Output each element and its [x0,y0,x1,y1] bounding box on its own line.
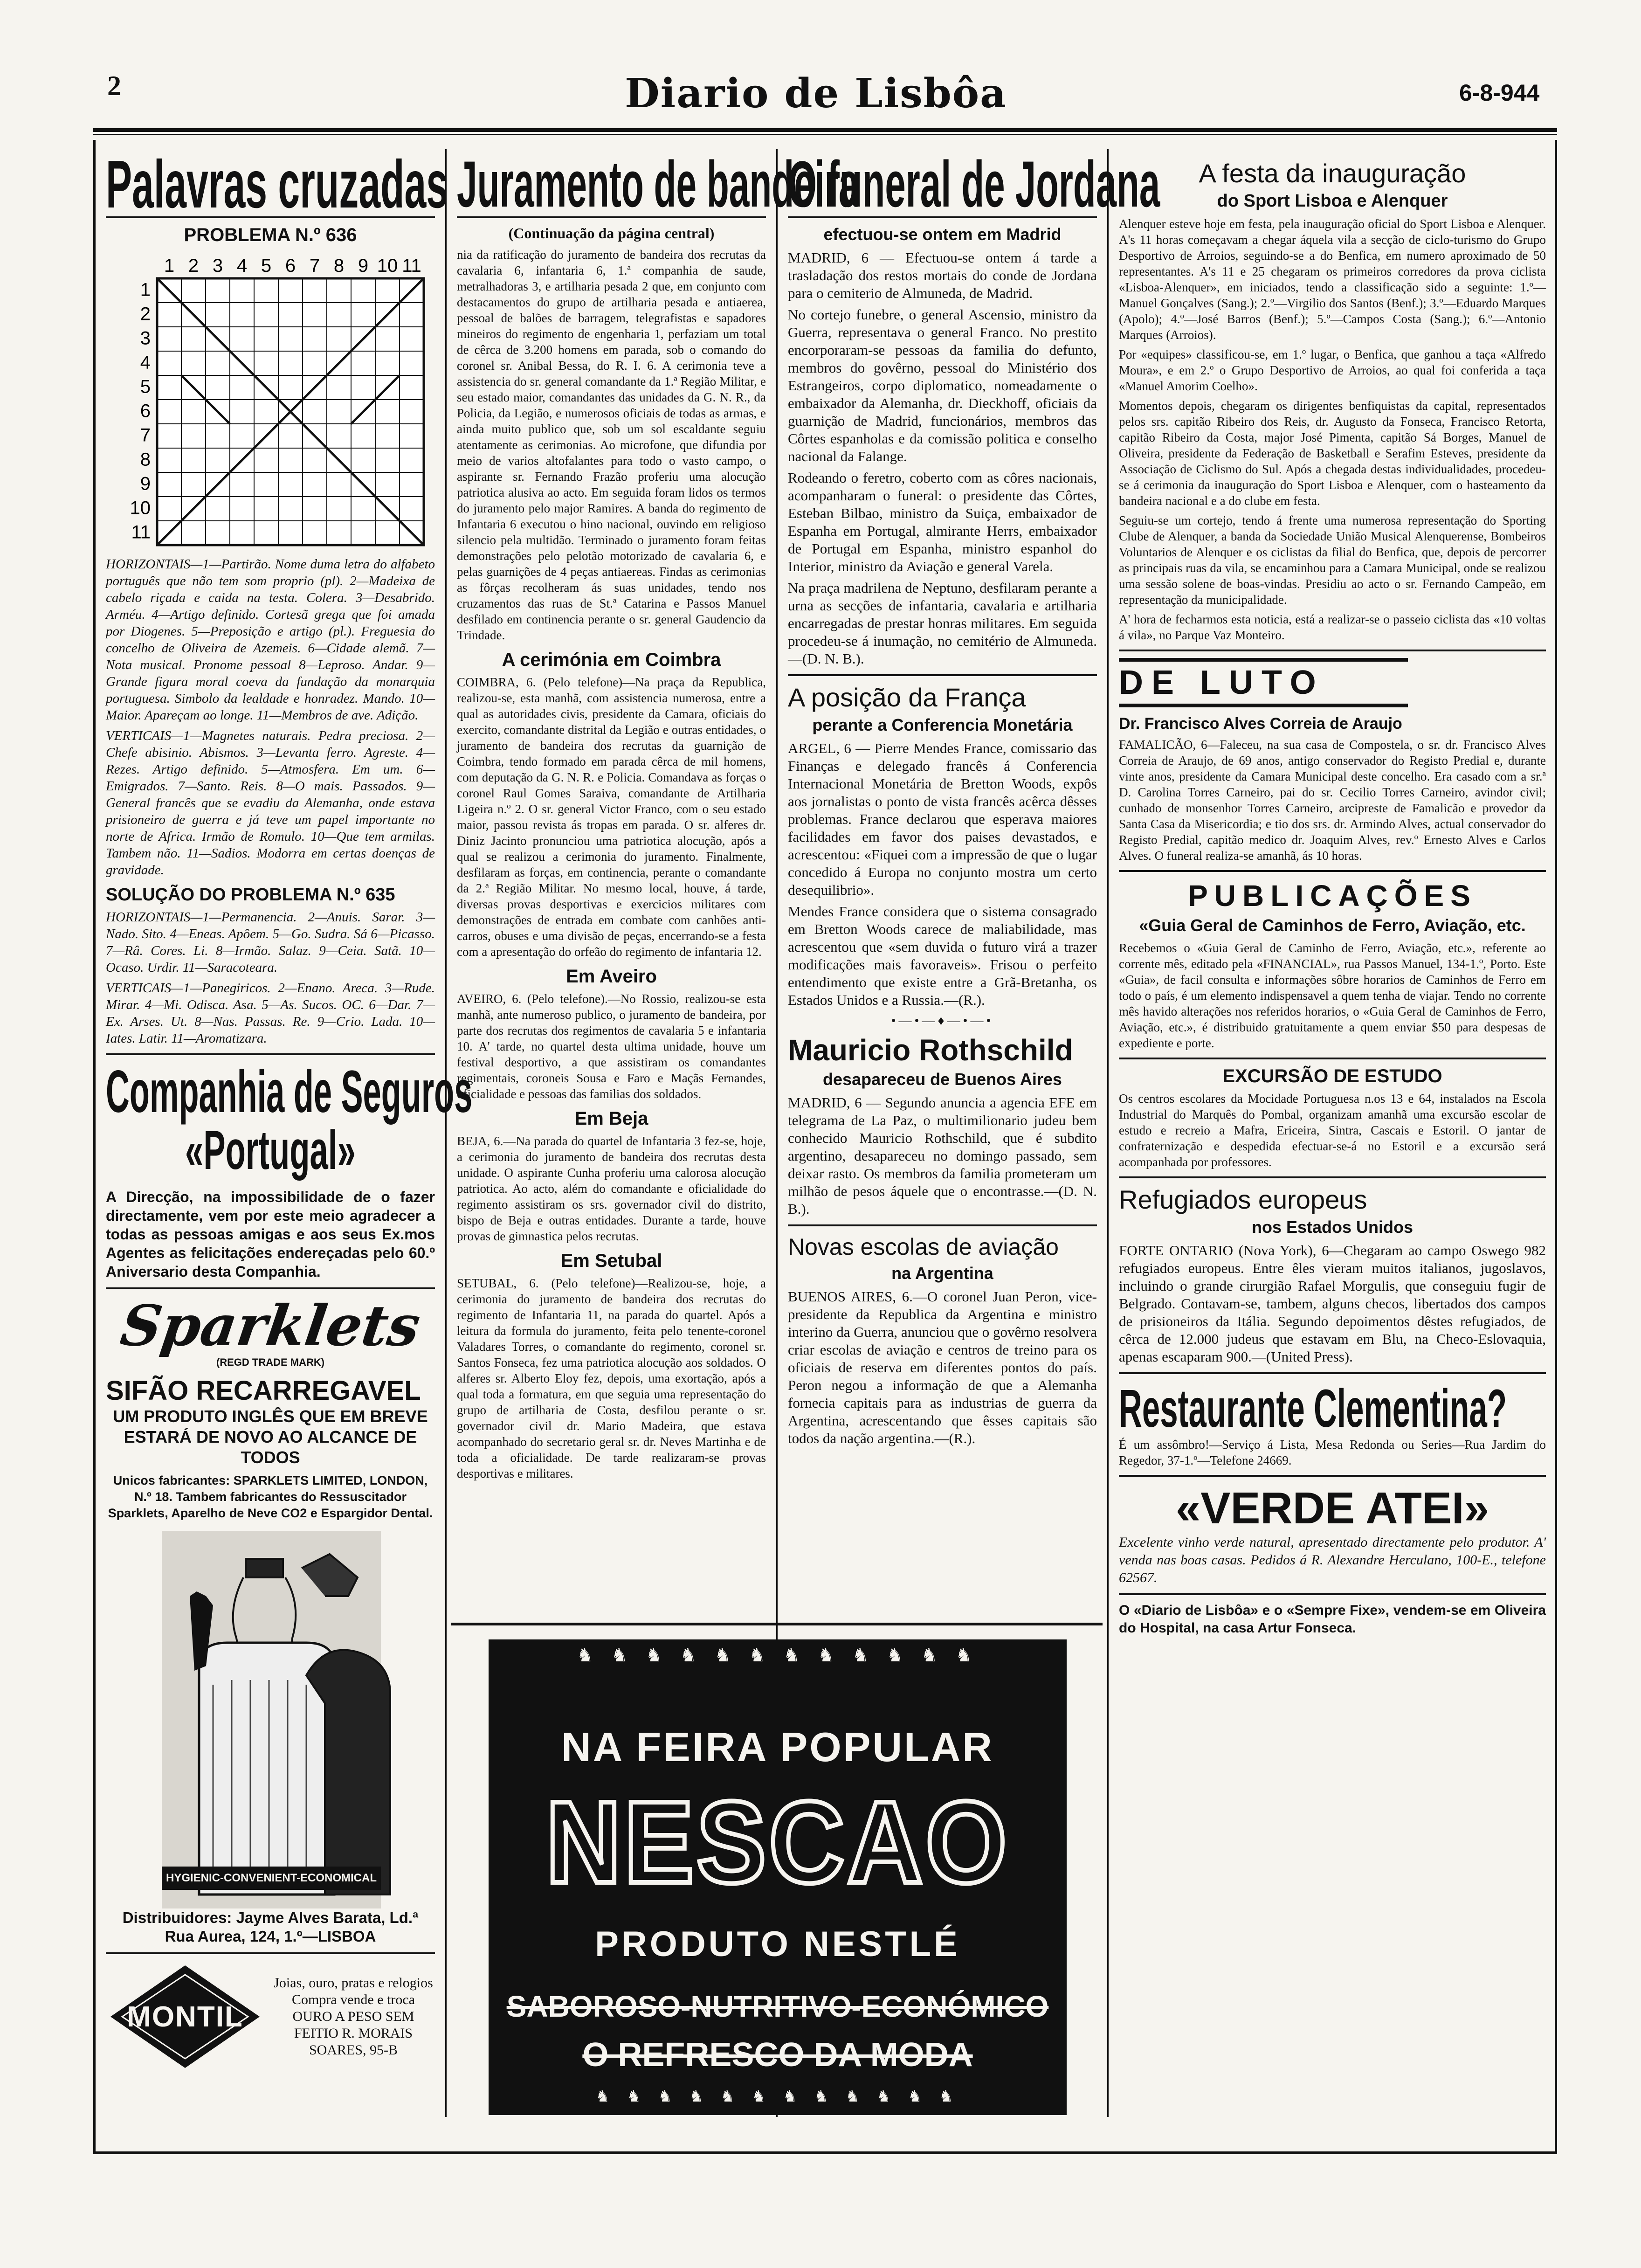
grid-cell[interactable] [254,278,278,303]
nescao-line3: SABOROSO-NUTRITIVO-ECONÓMICO [506,1990,1049,2023]
grid-cell[interactable] [157,448,181,472]
publicacoes-title: PUBLICAÇÕES [1188,879,1477,913]
grid-cell[interactable] [400,448,424,472]
aviacao-p1: BUENOS AIRES, 6.—O coronel Juan Peron, vice-presidente da Republica da Argentina e ministro interino da Guerra, anunciou que o govêrno resolvera criar escolas de aviação e centros de treino para os oficiais de reserva em diferentes pontos do país. Peron negou a informação de que a Alemanha fornecia capitais para as industrias de guerra da Argentina, acrescentando que êsses capitais são todos da nação argentina.—(R.). [788,1288,1097,1446]
ornament-divider: •—•—♦—•—• [891,1014,994,1028]
grid-col-number: 8 [333,256,345,276]
grid-cell[interactable] [230,278,254,303]
franca-subtitle: perante a Conferencia Monetária [812,715,1073,734]
siphon-bottles-icon [106,1526,435,1908]
restaurante-title: Restaurante Clementina? [1119,1379,1507,1438]
crossword-grid-area [124,250,435,551]
grid-cell[interactable] [303,521,327,545]
grid-cell[interactable] [327,472,351,497]
jordana-p4: Na praça madrilena de Neptuno, desfilaram perante a urna as secções de infantaria, cavalaria e artilharia encarregadas de prestar honras militares. Em seguida procedeu-se á inumação, no cemitério de Almuneda.—(D. N. B.). [788,580,1097,667]
sport-p2: Por «equipes» classificou-se, em 1.º lugar, o Benfica, que ganhou a taça «Alfredo Moura», e em 2.º o Grupo Desportivo de Arroios, ao qual foi conferida a taça «Manuel Amorim Coelho». [1119,347,1546,393]
luto-subtitle: Dr. Francisco Alves Correia de Araujo [1119,715,1402,733]
issue-date: 6-8-944 [1459,80,1540,106]
solution-title: SOLUÇÃO DO PROBLEMA N.º 635 [106,885,395,905]
grid-cell[interactable] [327,327,351,351]
grid-cell[interactable] [400,303,424,327]
grid-cell[interactable] [351,303,375,327]
sparklets-headline: SIFÃO RECARREGAVEL [106,1376,421,1406]
grid-cell[interactable] [303,497,327,521]
verde-p1: Excelente vinho verde natural, apresentado directamente pelo produtor. A' venda nas boas casas. Pedidos á R. Alexandre Herculano, 100-E., telefone 62567. [1119,1535,1546,1585]
grid-row-number: 6 [140,401,151,422]
grid-cell[interactable] [206,521,230,545]
grid-cell[interactable] [400,424,424,448]
coimbra-heading: A cerimónia em Coimbra [502,650,721,670]
grid-cell[interactable] [327,278,351,303]
grid-cell[interactable] [303,472,327,497]
grid-row-number: 4 [140,352,151,373]
section-rule [1119,650,1546,651]
sparklets-brand: Sparklets [117,1293,424,1359]
grid-cell[interactable] [303,351,327,375]
grid-cell[interactable] [206,497,230,521]
aveiro-heading: Em Aveiro [566,966,657,987]
grid-col-number: 9 [358,256,369,276]
franca-title: A posição da França [788,683,1026,712]
grid-cell[interactable] [327,497,351,521]
publicacoes-subtitle: «Guia Geral de Caminhos de Ferro, Aviação, etc. [1139,916,1526,935]
section-rule [788,674,1097,676]
grid-row-number: 2 [140,304,151,325]
grid-cell[interactable] [351,351,375,375]
grid-cell[interactable] [230,497,254,521]
rothschild-p1: MADRID, 6 — Segundo anuncia a agencia EFE em telegrama de La Paz, o multimilionario judeu bem conhecido Mauricio Rothschild, que é subdito argentino, desapareceu no domingo passado, sem deixar rasto. Os membros da familia prometeram um milhão de pesos áquele que o encontrasse.—(D. N. B.). [788,1094,1097,1217]
sport-subtitle: do Sport Lisboa e Alenquer [1217,191,1448,211]
grid-cell[interactable] [278,351,303,375]
grid-row-number: 7 [140,425,151,446]
grid-cell[interactable] [375,448,400,472]
montil-text: Joias, ouro, pratas e relogios Compra vende e troca OURO A PESO SEM FEITIO R. MORAIS SOARES, 95-B [274,1975,433,2058]
sparklets-tagline: UM PRODUTO INGLÊS QUE EM BREVE ESTARÁ DE NOVO AO ALCANCE DE TODOS [113,1407,428,1467]
grid-cell[interactable] [278,497,303,521]
grid-cell[interactable] [327,303,351,327]
column-1 [96,146,473,2145]
jordana-title: O funeral de Jordana [788,147,1160,221]
sparklets-makers: Unicos fabricantes: SPARKLETS LIMITED, LONDON, N.º 18. Tambem fabricantes do Ressuscitador Sparklets, Aparelho de Neve CO2 e Espargidor Dental. [108,1473,433,1520]
grid-cell[interactable] [181,424,206,448]
section-rule [1119,1176,1546,1178]
beja-heading: Em Beja [574,1108,648,1129]
grid-cell[interactable] [157,327,181,351]
animal-frieze-bottom-icon: ♞ ♞ ♞ ♞ ♞ ♞ ♞ ♞ ♞ ♞ ♞ ♞ [595,2088,960,2105]
setubal-heading: Em Setubal [560,1251,662,1271]
excursao-p1: Os centros escolares da Mocidade Portuguesa n.os 13 e 64, instalados na Escola Industrial do Marquês do Pombal, organizam amanhã uma excursão escolar de estudo e recreio a Mafra, Ericeira, Sintra, Cascais e Estoril. O jantar de confraternização e despedida efectuar-se-á no Estoril e a excursão será acompanhada por professores. [1119,1092,1546,1169]
grid-cell[interactable] [278,448,303,472]
grid-cell[interactable] [351,497,375,521]
crossword-title: Palavras cruzadas [106,146,448,222]
grid-cell[interactable] [400,375,424,400]
refugiados-title: Refugiados europeus [1119,1185,1367,1214]
grid-cell[interactable] [400,497,424,521]
grid-cell[interactable] [327,424,351,448]
column-3 [778,147,1160,1651]
excursao-title: EXCURSÃO DE ESTUDO [1222,1066,1442,1086]
grid-col-number: 2 [188,256,199,276]
grid-col-number: 3 [212,256,223,276]
grid-cell[interactable] [157,375,181,400]
grid-cell[interactable] [327,400,351,424]
grid-cell[interactable] [157,400,181,424]
grid-cell[interactable] [375,472,400,497]
nescao-line2: PRODUTO NESTLÉ [595,1924,960,1964]
grid-cell[interactable] [157,303,181,327]
grid-cell[interactable] [181,472,206,497]
grid-cell[interactable] [278,327,303,351]
nescao-line4: O REFRESCO DA MODA [582,2036,973,2074]
grid-cell[interactable] [375,424,400,448]
grid-row-number: 8 [140,449,151,470]
grid-cell[interactable] [206,375,230,400]
grid-cell[interactable] [230,521,254,545]
grid-cell[interactable] [157,497,181,521]
grid-cell[interactable] [254,327,278,351]
sport-p3: Momentos depois, chegaram os dirigentes benfiquistas da capital, representados pelos srs. capitão Ribeiro dos Reis, dr. Augusto da Fonseca, Francisco Retorta, capitão Ribeiro da Costa, major José Pimenta, capitão Sá Borges, Manuel de Oliveira, presidente da Federação de Basketball e Serafim Esteves, presidente da Associação de Ciclismo do Sul. Após a chegada destas individualidades, procedeu-se á cerimonia da inauguração do Sport Lisboa e Alenquer, com o hasteamento da bandeira nacional e a do clube em festa. [1119,399,1546,508]
grid-cell[interactable] [278,303,303,327]
grid-cell[interactable] [375,400,400,424]
juramento-continuation: (Continuação da página central) [508,225,715,242]
masthead: Diario de Lisbôa [625,70,1007,117]
animal-frieze-top-icon: ♞ ♞ ♞ ♞ ♞ ♞ ♞ ♞ ♞ ♞ ♞ ♞ [576,1645,979,1666]
grid-cell[interactable] [157,424,181,448]
franca-p1: ARGEL, 6 — Pierre Mendes France, comissario das Finanças e delegado francês á Conferencia Internacional Monetária de Bretton Woods, expôs aos jornalistas o ponto de vista francês acêrca dêsses problemas. France declarou que esperava maiores facilidades em favor dos paises devastados, e acrescentou: «Fiquei com a impressão de que o lugar concedido á Europa no conjunto mostra um certo desequilibrio». [788,740,1097,898]
rothschild-subtitle: desapareceu de Buenos Aires [823,1070,1062,1089]
section-rule [788,1224,1097,1226]
grid-cell[interactable] [230,375,254,400]
jordana-subtitle: efectuou-se ontem em Madrid [823,225,1062,244]
grid-cell[interactable] [351,375,375,400]
insurance-ad-title: Companhia de Seguros [106,1058,473,1125]
grid-cell[interactable] [206,278,230,303]
column-4 [1109,149,1556,2145]
insurance-ad-text: A Direcção, na impossibilidade de o fazer directamente, vem por este meio agradecer a todas as pessoas amigas e aos seus Ex.mos Agentes as felicitações endereçadas pelo 60.º Aniversario desta Companhia. [106,1189,435,1280]
grid-cell[interactable] [278,424,303,448]
grid-col-number: 10 [377,256,398,276]
nescao-brand-wrap [489,1777,1067,1907]
grid-cell[interactable] [157,351,181,375]
restaurante-p1: É um assômbro!—Serviço á Lista, Mesa Redonda ou Series—Rua Jardim do Regedor, 37-1.º—Telefone 24669. [1119,1438,1546,1467]
aviacao-title: Novas escolas de aviação [788,1234,1059,1260]
header-rule [93,128,1557,135]
jordana-p3: Rodeando o feretro, coberto com as côres nacionais, acompanharam o funeral: o presidente das Côrtes, Esteban Bilbao, ministro da Suiça, embaixador de Espanha em Portugal, almirante Herrs, embaixador de Portugal em Espanha, ministro espanhol do Interior, ministro da Aviação e general Varela. [788,470,1097,574]
siphon-illustration [106,1526,435,1908]
section-rule [1119,1372,1546,1374]
grid-row-number: 3 [140,328,151,349]
grid-cell[interactable] [181,351,206,375]
aviacao-subtitle: na Argentina [891,1264,993,1283]
section-rule [1119,870,1546,872]
grid-col-number: 5 [261,256,272,276]
grid-cell[interactable] [278,521,303,545]
grid-cell[interactable] [206,448,230,472]
grid-cell[interactable] [181,400,206,424]
clues-vertical: VERTICAIS—1—Magnetes naturais. Pedra preciosa. 2—Chefe abisinio. Abismos. 3—Levanta ferro. Agreste. 4—Rezes. Artigo definido. 5—Atmosfera. Em um. 6—Emigrados. 7—Santo. Reis. 8—O mais. Passados. 9—General francês que se evadiu da Alemanha, onde estava prisioneiro de guerra e já teve um papel importante no norte de Africa. Irmão de Romulo. 10—Que tem armilas. Tambem não. 11—Sadios. Modorra em certas doenças de gravidade. [106,728,435,878]
sparklets-distributor: Distribuidores: Jayme Alves Barata, Ld.ª Rua Aurea, 124, 1.º—LISBOA [122,1909,419,1945]
section-rule [106,1287,435,1289]
montil-ad [106,1961,435,2073]
rothschild-title: Mauricio Rothschild [788,1033,1073,1067]
page-number: 2 [107,70,121,101]
solution-horizontal: HORIZONTAIS—1—Permanencia. 2—Anuis. Sarar. 3—Nado. Sito. 4—Eneas. Apôem. 5—Go. Sudra. Sá 6—Picasso. 7—Râ. Cores. Li. 8—Irmão. Salaz. 9—Ceia. Satã. 10—Ocaso. Urdir. 11—Saracoteara. [106,910,435,975]
grid-cell[interactable] [351,278,375,303]
grid-row-number: 10 [130,498,151,519]
grid-row-number: 9 [140,473,151,494]
sport-p4: Seguiu-se um cortejo, tendo á frente uma numerosa representação do Sporting Clube de Alenquer, a banda da Sociedade União Musical Alenquerense, Bombeiros Voluntarios de Alenquer e os ciclistas da filial do Benfica, que, depois de percorrer as principais ruas da vila, se encaminhou para a Camara Municipal, onde se realizou uma sessão solene de boas-vindas. Presidiu ao acto o sr. Fernando Campeão, em representação da municipalidade. [1119,513,1546,607]
grid-cell[interactable] [230,400,254,424]
insurance-ad-subtitle: «Portugal» [185,1120,356,1181]
montil-logo [106,1961,264,2073]
sport-p5: A' hora de fecharmos esta noticia, está a realizar-se o passeio ciclista das «10 voltas á vila», no Parque Vaz Monteiro. [1119,612,1546,642]
crossword-problem: PROBLEMA N.º 636 [184,225,357,245]
grid-cell[interactable] [400,472,424,497]
clues-horizontal: HORIZONTAIS—1—Partirão. Nome duma letra do alfabeto português que não tem som proprio (pl). 2—Madeixa de cabelo riçada e caida na testa. Colera. 3—Desabrido. Arméu. 4—Artigo definido. Cortesã grega que foi amada por Diogenes. 5—Preposição e artigo (pl.). Freguesia do concelho de Oliveira de Azemeis. 6—Cidade alemã. 7—Nota musical. Pronome pessoal 8—Leproso. Andar. 9—Grande figura moral coeva da fundação da monarquia portuguesa. Simbolo da lealdade e honradez. Mando. 10—Maior. Apareçam ao longe. 11—Membros de ave. Adição. [106,557,435,723]
sport-p1: Alenquer esteve hoje em festa, pela inauguração oficial do Sport Lisboa e Alenquer. A's 11 horas começavam a chegar áquela vila a secção de ciclo-turismo do Grupo Desportivo de Arroios, seguindo-se a do Benfica, em numero aproximado de 50 representantes. A's 11 e 25 chegaram os primeiros corredores da prova ciclista «Lisboa-Alenquer», em iniciados, tendo a classificação sido a seguinte: 1.º—Manuel Gonçalves (Sang.); 2.º—Virgilio dos Santos (Benf.); 3.º—Eduardo Marques (Apolo); 4.º—José Barros (Benf.); 5.º—Campos Costa (Sang.); 6.º—Antonio Marques (Arroios). [1119,217,1546,342]
section-rule [1119,1475,1546,1477]
section-rule [106,1053,435,1055]
grid-cell[interactable] [254,351,278,375]
grid-col-number: 4 [236,256,248,276]
grid-cell[interactable] [400,400,424,424]
siphon-band-label: HYGIENIC-CONVENIENT-ECONOMICAL [162,1867,381,1890]
sport-title: A festa da inauguração [1199,159,1466,188]
grid-cell[interactable] [351,521,375,545]
grid-cell[interactable] [181,448,206,472]
grid-cell[interactable] [254,472,278,497]
grid-row-number: 1 [140,279,151,300]
coimbra-body: COIMBRA, 6. (Pelo telefone)—Na praça da Republica, realizou-se, esta manhã, com assistencia numerosa, entre a qual as autoridades civis, presidente da Camara, oficiais do exercito, comandante distrital da Legião e outras entidades, o juramento de bandeira dos recrutas da guarnição de Coimbra, tendo formado em parada cêrca de mil homens, com deputação da G. N. R. e Policia. Comandava as forças o coronel Raul Gomes Saraiva, comandante de Artilharia Ligeira n.º 2. O sr. general Victor Franco, com o seu estado maior, passou revista ás tropas em parada. O sr. alferes dr. Diniz Jacinto pronunciou uma patriotica alocução, após a qual se realizou a cerimonia do juramento. Finalmente, desfilaram as forças, em continencia, perante o comandante da 2.ª Região Militar. No mesmo local, houve, á tarde, diversas provas desportivas e exercicios militares com demonstrações de entrada em combate com canhões anti-carros, obuses e uma divisão de peças, encerrando-se a festa com a apresentação do orfeão do regimento de infantaria 12. [457,675,766,959]
grid-cell[interactable] [327,375,351,400]
luto-p1: FAMALICÃO, 6—Faleceu, na sua casa de Compostela, o sr. dr. Francisco Alves Correia de Araujo, de 69 anos, antigo conservador do Registo Predial e, durante vinte anos, presidente da Camara Municipal deste concelho. Era casado com a sr.ª D. Carolina Torres Carneiro, pai do sr. Cecilio Torres Carneiro, avindor civil; cunhado de monsenhor Torres Carneiro, arcipreste de Famalicão e provedor da Santa Casa da Misericordia; e tio dos srs. dr. Armindo Alves, actual conservador do Registo Predial, capitão medico dr. Joaquim Alves, rev.º Ernesto Alves e Carlos Alves. O funeral realiza-se amanhã, ás 10 horas. [1119,738,1546,863]
section-rule [1119,1593,1546,1595]
montil-brand: MONTIL [127,2001,243,2033]
solution-vertical: VERTICAIS—1—Panegiricos. 2—Enano. Areca. 3—Rude. Mirar. 4—Mi. Odisca. Asa. 5—As. Sucos. OC. 6—Dar. 7—Ex. Arses. Ut. 8—Nas. Passas. Re. 9—Crio. Lada. 10—Iates. Latir. 11—Aromatizara. [106,981,435,1046]
grid-cell[interactable] [375,521,400,545]
grid-col-number: 7 [309,256,320,276]
grid-col-number: 11 [402,256,421,276]
grid-cell[interactable] [254,521,278,545]
grid-cell[interactable] [303,327,327,351]
nescao-brand: NESCAO [545,1777,1010,1907]
verde-title: «VERDE ATEI» [1175,1483,1489,1533]
grid-row-number: 11 [131,522,151,543]
aveiro-body: AVEIRO, 6. (Pelo telefone).—No Rossio, realizou-se esta manhã, ante numeroso publico, o juramento de bandeira, por parte dos recrutas dos regimentos de cavalaria 5 e infantaria 10. A' tarde, no quartel desta ultima unidade, houve um festival desportivo, a que assistiram os comandantes regimentais, coroneis Sousa e Faro e Maçãs Fernandes, oficialidade e pessoas das familias dos soldados. [457,992,766,1101]
grid-cell[interactable] [230,424,254,448]
grid-cell[interactable] [278,278,303,303]
grid-cell[interactable] [181,278,206,303]
grid-cell[interactable] [400,327,424,351]
grid-cell[interactable] [303,303,327,327]
sparklets-trademark: (REGD TRADE MARK) [216,1356,325,1368]
grid-cell[interactable] [254,303,278,327]
grid-cell[interactable] [303,400,327,424]
grid-cell[interactable] [230,303,254,327]
grid-cell[interactable] [181,521,206,545]
section-rule [106,1952,435,1954]
grid-cell[interactable] [375,327,400,351]
refugiados-subtitle: nos Estados Unidos [1251,1217,1413,1237]
grid-cell[interactable] [303,278,327,303]
crossword-grid[interactable] [124,250,423,549]
beja-body: BEJA, 6.—Na parada do quartel de Infantaria 3 fez-se, hoje, a cerimonia do juramento de bandeira dos recrutas desta unidade. O aspirante Cunha proferiu uma calorosa alocução patriotica. Ao acto, além do comandante e oficialidade do regimento assistiram os srs. governador civil do distrito, bispo de Beja e outras entidades. Durante a tarde, houve provas de gimnastica pelos recrutas. [457,1134,766,1243]
grid-row-number: 5 [140,376,151,397]
juramento-title: Juramento de bandeira [457,147,859,221]
juramento-body: nia da ratificação do juramento de bandeira dos recrutas da cavalaria 6, infantaria 6, 1.ª companhia de saude, metralhadoras 3, e artilharia pesada 2 que, em conjunto com destacamentos do grupo de artilharia pesada e antiaerea, pessoal de balões de barragem, telegrafistas e sapadores mineiros do regimento de engenharia 1, perfaziam um total de cêrca de 3.200 homens em parada, sob o comando do coronel sr. Anibal Bessa, do R. I. 6. A cerimonia teve a assistencia do sr. general comandante da 1.ª Região Militar, e seu estado maior, comandantes das unidades da G. N. R., da Policia, da Legião, e numerosos oficiais de todas as armas, e ainda muito publico que, sob um sol escaldante seguiu atentamente as cerimonias. Ao microfone, que difundia por meio de varios altofalantes para todo o vasto campo, o aspirante sr. Fernando Frazão proferiu uma alocução patriotica alusiva ao acto. Em seguida foram lidos os termos do juramento pelo major Ramires. A banda do regimento de Infantaria 6 executou o hino nacional, ouvindo em religioso silencio pela multidão. Terminado o juramento foram feitas demonstrações pelo pelotão motorizado de cavalaria 6, e pelas guarnições de 4 peças antiaereas. Findas as cerimonias as fôrças recolheram ás suas unidades, tendo nos cruzamentos das ruas de St.ª Catarina e Passos Manuel desfilado em continencia perante o sr. general Gaudencio da Trindade. [457,248,766,642]
grid-cell[interactable] [254,400,278,424]
grid-cell[interactable] [206,424,230,448]
grid-cell[interactable] [206,351,230,375]
grid-cell[interactable] [181,327,206,351]
refugiados-p1: FORTE ONTARIO (Nova York), 6—Chegaram ao campo Oswego 982 refugiados europeus. Entre êles vieram muitos italianos, jugoslavos, incluindo o grande cirurgião Rafael Morgulis, que conseguiu fugir de Belgrado. Contavam-se, tambem, alguns checos, libertados dos campos de prisioneiros da Itália. Segundo depoimentos dêstes refugiados, de cêrca de 12.000 judeus que estavam em Blu, na Checo-Eslovaquia, apenas escaparam 900.—(United Press). [1119,1242,1546,1365]
page-header [0,0,1641,140]
grid-cell[interactable] [303,448,327,472]
grid-cell[interactable] [278,375,303,400]
jordana-p1: MADRID, 6 — Efectuou-se ontem á tarde a trasladação dos restos mortais do conde de Jordana para o cemiterio de Almuneda, de Madrid. [788,249,1097,301]
grid-cell[interactable] [351,424,375,448]
grid-cell[interactable] [327,521,351,545]
grid-col-number: 1 [164,256,175,276]
grid-cell[interactable] [206,303,230,327]
grid-cell[interactable] [278,472,303,497]
grid-cell[interactable] [157,472,181,497]
grid-cell[interactable] [254,497,278,521]
luto-title: DE LUTO [1119,658,1408,707]
grid-cell[interactable] [230,327,254,351]
grid-cell[interactable] [254,448,278,472]
publicacoes-p1: Recebemos o «Guia Geral de Caminho de Ferro, Aviação, etc.», referente ao corrente mês, editado pela «FINANCIAL», rua Passos Manuel, 134-1.º, Porto. Este «Guia», de facil consulta e informações sôbre horarios de Caminhos de Ferro em todo o país, é um elemento indispensavel a quem tenha de viajar. Tendo no corrente mês havido alterações nos referidos horarios, o «Guia Geral de Caminhos de Ferro, Aviação, etc.», é distribuido gratuitamente a quem enviar $50 para despesas de expediente e porte. [1119,941,1546,1050]
column-2 [447,147,859,1651]
section-rule [1119,1058,1546,1059]
nescao-ad [451,1623,1103,2129]
grid-cell[interactable] [375,278,400,303]
setubal-body: SETUBAL, 6. (Pelo telefone)—Realizou-se, hoje, a cerimonia do juramento de bandeira dos recrutas do regimento de Infantaria 11, na parada do quartel. Após a leitura da formula do juramento, feita pelo tenente-coronel Valadares Torres, o comandante do regimento, coronel sr. Santos Fonseca, fez uma patriotica alocução aos soldados. O alferes sr. Alberto Eloy fez, depois, uma exortação, após a qual toda a formatura, em que seguia uma representação do grupo de artilharia de Costa, desfilou perante o sr. governador civil dr. Mario Madeira, que estava acompanhado do secretario geral sr. dr. Neves Martinha e de toda a oficialidade. De tarde realizaram-se provas desportivas e militares. [457,1276,766,1480]
grid-cell[interactable] [351,448,375,472]
grid-cell[interactable] [375,351,400,375]
grid-cell[interactable] [230,472,254,497]
jordana-p2: No cortejo funebre, o general Ascensio, ministro da Guerra, representava o general Franco. No prestito encorporaram-se pessoas da familia do defunto, membros do govêrno, pessoal do Ministério dos Estrangeiros, corpo diplomatico, nomeadamente o embaixador da Alemanha, dr. Dieckhoff, oficiais da guarnição de Madrid, funcionários, membros das Côrtes espanholas e da comissão politica e conselho nacional da Falange. [788,306,1097,464]
nescao-line1: NA FEIRA POPULAR [561,1724,994,1770]
grid-cell[interactable] [400,351,424,375]
grid-col-number: 6 [285,256,296,276]
verde-footer: O «Diario de Lisbôa» e o «Sempre Fixe», vendem-se em Oliveira do Hospital, na casa Artur Fonseca. [1119,1603,1546,1636]
franca-p2: Mendes France considera que o sistema consagrado em Bretton Woods carece de maliabilidade, mas acrescentou que «sem duvida o futuro virá a trazer modificações mais favoraveis». Frisou o perfeito entendimento que existe entre a Grã-Bretanha, os Estados Unidos e a Russia.—(R.). [788,903,1097,1008]
